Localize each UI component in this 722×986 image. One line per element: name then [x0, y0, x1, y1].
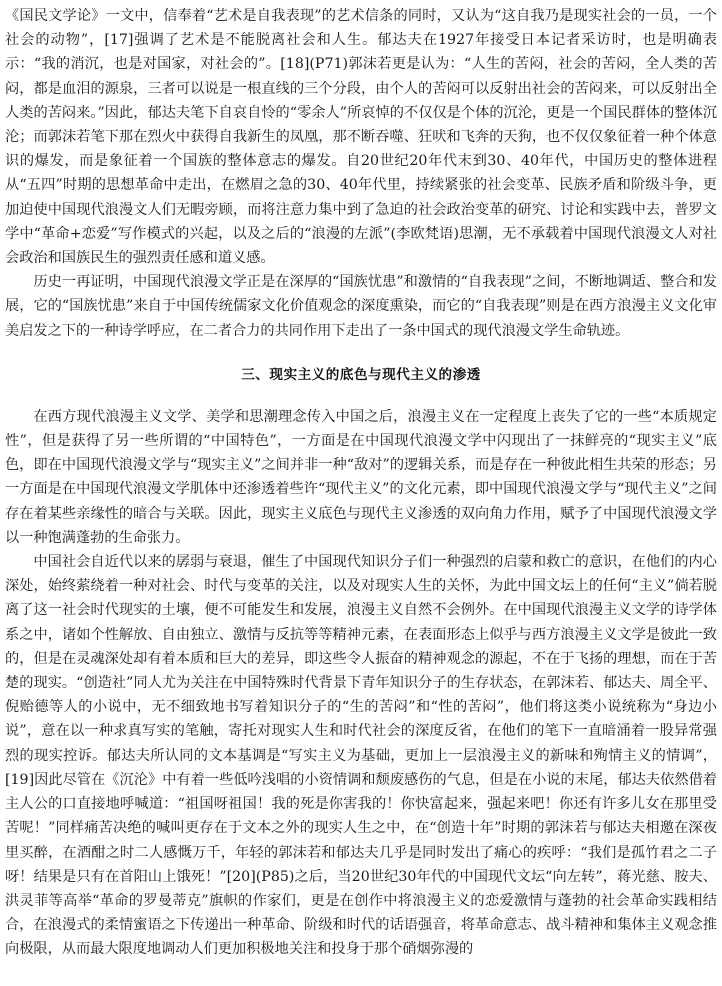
document-page — [5, 4, 717, 962]
paragraph-continued: 《国民文学论》一文中，信奉着“艺术是自我表现”的艺术信条的同时，又认为“这自我乃是现实社会的一员，一个社会的动物”，[17]强调了艺术是不能脱离社会和人生。郁达夫在1927年接受日本记者采访时，也是明确表示：“我的消沉，也是对国家，对社会的”。[18](P71)郭沫若更是认为：“人生的苦闷，社会的苦闷，全人类的苦闷，都是血泪的源泉，三者可以说是一根直线的三个分段，由个人的苦闷可以反射出社会的苦闷来，可以反射出全人类的苦闷来。”因此，郁达夫笔下自哀自怜的“零余人”所哀悼的不仅仅是个体的沉沦，更是一个国民群体的整体沉沦；而郭沫若笔下那在烈火中获得自我新生的凤凰，那不断吞噬、狂吠和飞奔的天狗，也不仅仅象征着一种个体意识的爆发，而是象征着一个国族的整体意志的爆发。自20世纪20年代末到30、40年代，中国历史的整体进程从“五四”时期的思想革命中走出，在燃眉之急的30、40年代里，持续紧张的社会变革、民族矛盾和阶级斗争，更加迫使中国现代浪漫文人们无暇旁顾，而将注意力集中到了急迫的社会政治变革的研究、讨论和实践中去，普罗文学中“革命+恋爱”写作模式的兴起，以及之后的“浪漫的左派”(李欧梵语)思潮，无不承载着中国现代浪漫文人对社会政治和国族民生的强烈责任感和道义感。 — [5, 8, 717, 267]
paragraph-history: 历史一再证明，中国现代浪漫文学正是在深厚的“国族忧患”和激情的“自我表现”之间，不断地调适、整合和发展，它的“国族忧患”来自于中国传统儒家文化价值观念的深度熏染，而它的“自我表现”则是在西方浪漫主义文化审美启发之下的一种诗学呼应，在二者合力的共同作用下走出了一条中国式的现代浪漫文学生命轨迹。 — [5, 274, 717, 339]
paragraph-intro: 在西方现代浪漫主义文学、美学和思潮理念传入中国之后，浪漫主义在一定程度上丧失了它的一些“本质规定性”，但是获得了另一些所谓的“中国特色”，一方面是在中国现代浪漫文学中闪现出了一抹鲜亮的“现实主义”底色，即在中国现代浪漫文学与“现实主义”之间并非一种“敌对”的逻辑关系，而是存在一种彼此相生共荣的形态；另一方面是在中国现代浪漫文学肌体中还渗透着些许“现代主义”的文化元素，即中国现代浪漫文学与“现代主义”之间存在着某些亲缘性的暗合与关联。因此，现实主义底色与现代主义渗透的双向角力作用，赋予了中国现代浪漫文学以一种饱满蓬勃的生命张力。 — [5, 408, 717, 546]
paragraph-body: 中国社会自近代以来的孱弱与衰退，催生了中国现代知识分子们一种强烈的启蒙和救亡的意识，在他们的内心深处，始终萦绕着一种对社会、时代与变革的关注，以及对现实人生的关怀，为此中国文坛上的任何“主义”倘若脱离了这一社会时代现实的土壤，便不可能发生和发展，浪漫主义自然不会例外。在中国现代浪漫主义文学的诗学体系之中，诸如个性解放、自由独立、激情与反抗等等精神元素，在表面形态上似乎与西方浪漫主义文学是彼此一致的，但是在灵魂深处却有着本质和巨大的差异，即这些令人振奋的精神观念的源起，不在于飞扬的理想，而在于苦楚的现实。“创造社”同人尤为关注在中国特殊时代背景下青年知识分子的生存状态，在郭沫若、郁达夫、周全平、倪贻德等人的小说中，无不细致地书写着知识分子的“生的苦闷”和“性的苦闷”，他们将这类小说统称为“身边小说”，意在以一种求真写实的笔触，寄托对现实人生和时代社会的深度反省，在他们的笔下一直暗涌着一股异常强烈的现实控诉。郁达夫所认同的文本基调是“写实主义为基础，更加上一层浪漫主义的新味和殉情主义的情调”，[19]因此尽管在《沉沦》中有着一些低吟浅唱的小资情调和颓废感伤的气息，但是在小说的末尾，郁达夫依然借着主人公的口直接地呼喊道：“祖国呀祖国！我的死是你害我的！你快富起来，强起来吧！你还有许多儿女在那里受苦呢！”同样痛苦决绝的喊叫更存在于文本之外的现实人生之中，在“创造十年”时期的郭沫若与郁达夫相邀在深夜里买醉，在酒酣之时二人感慨万千，年轻的郭沫若和郁达夫几乎是同时发出了痛心的疾呼：“我们是孤竹君之二子呀！结果是只有在首阳山上饿死！”[20](P85)之后，当20世纪30年代的中国现代文坛“向左转”，蒋光慈、胺夫、洪灵菲等高举“革命的罗曼蒂克”旗帜的作家们，更是在创作中将浪漫主义的恋爱激情与蓬勃的社会革命实践相结合，在浪漫式的柔情蜜语之下传递出一种革命、阶级和时代的话语强音，将革命意志、战斗精神和集体主义观念推向极限，从而最大限度地调动人们更加积极地关注和投身于那个硝烟弥漫的 — [5, 554, 717, 958]
section-heading: 三、现实主义的底色与现代主义的渗透 — [241, 366, 481, 383]
